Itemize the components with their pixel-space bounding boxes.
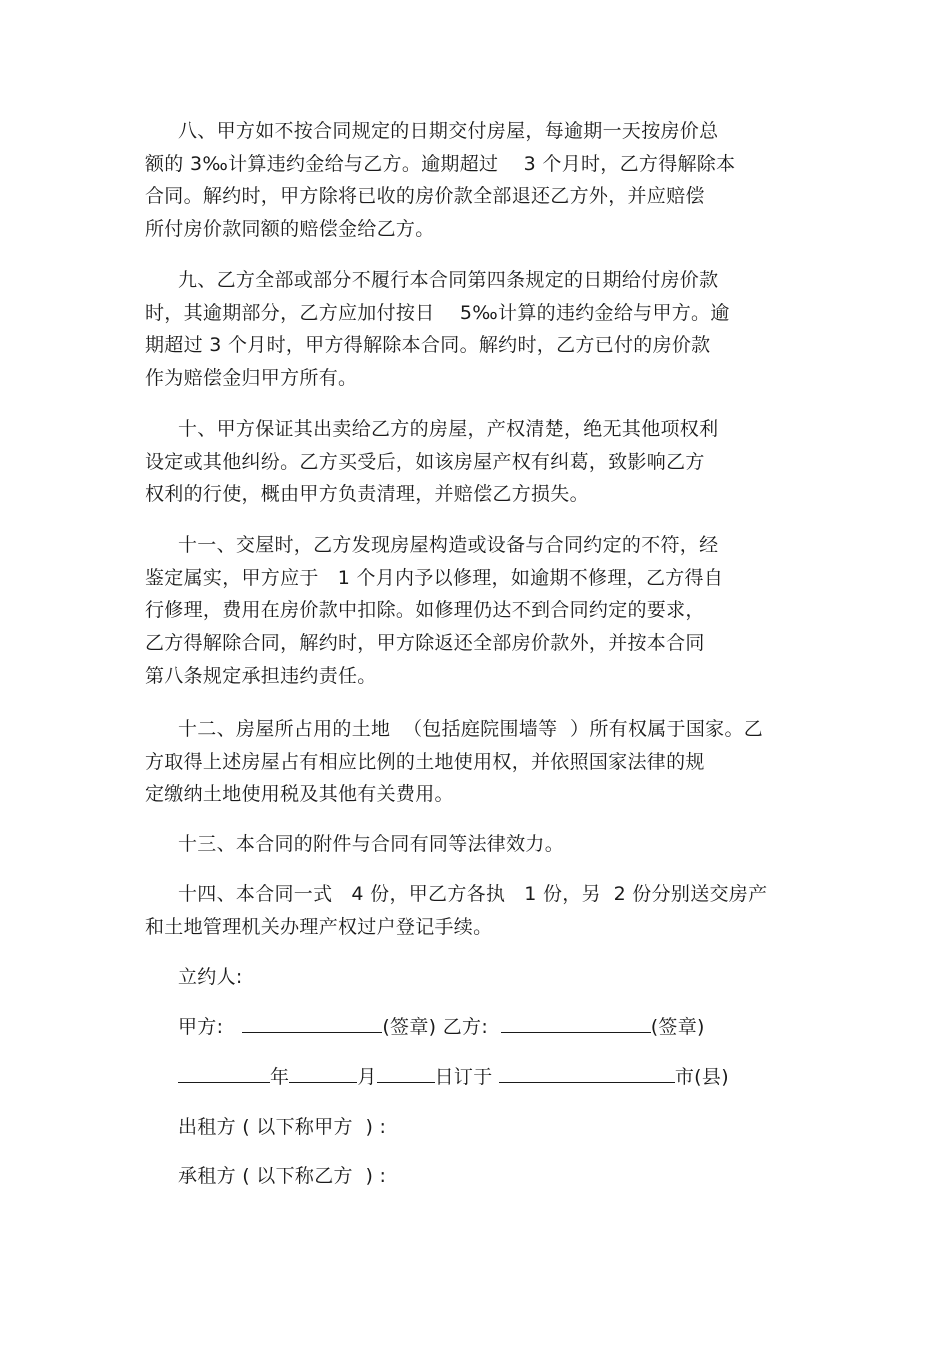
clause-line: 十、甲方保证其出卖给乙方的房屋，产权清楚，绝无其他项权利 <box>178 418 719 440</box>
year-blank <box>178 1062 270 1083</box>
clause-line: 十一、交屋时，乙方发现房屋构造或设备与合同约定的不符，经 <box>178 534 719 556</box>
clause-line: 和土地管理机关办理产权过户登记手续。 <box>145 915 493 938</box>
clause-13 <box>145 828 564 861</box>
clause-14 <box>145 878 767 943</box>
clause-line: 乙方得解除合同，解约时，甲方除返还全部房价款外，并按本合同 <box>145 632 705 655</box>
clause-line: 权利的行使，概由甲方负责清理，并赔偿乙方损失。 <box>145 483 589 506</box>
lessor-label: 出租方 ( 以下称甲方 ) : <box>178 1116 387 1138</box>
party-b-blank <box>501 1012 651 1033</box>
month-label: 月 <box>357 1066 377 1088</box>
clause-9 <box>145 264 730 395</box>
day-blank <box>377 1062 435 1083</box>
city-label: 市(县) <box>674 1066 729 1088</box>
party-b-seal-label: (签章) <box>650 1016 705 1038</box>
clause-line: 十二、房屋所占用的土地 （包括庭院围墙等 ）所有权属于国家。乙 <box>178 718 764 740</box>
parties-label: 立约人: <box>178 966 243 988</box>
clause-line: 定缴纳土地使用税及其他有关费用。 <box>145 783 454 806</box>
clause-12 <box>145 713 763 811</box>
party-b-label: 乙方: <box>442 1016 489 1038</box>
clause-line: 合同。解约时，甲方除将已收的房价款全部退还乙方外，并应赔偿 <box>145 185 705 208</box>
clause-10 <box>145 413 718 511</box>
party-a-seal-label: (签章) <box>382 1016 437 1038</box>
clause-line: 行修理，费用在房价款中扣除。如修理仍达不到合同约定的要求， <box>145 599 705 622</box>
clause-line: 作为赔偿金归甲方所有。 <box>145 367 358 390</box>
clause-line: 鉴定属实，甲方应于 1 个月内予以修理，如逾期不修理，乙方得自 <box>145 566 724 589</box>
clause-line: 额的 3‰计算违约金给与乙方。逾期超过 3 个月时，乙方得解除本 <box>145 152 736 175</box>
date-place-row <box>178 1062 729 1092</box>
clause-line: 十三、本合同的附件与合同有同等法律效力。 <box>178 833 565 855</box>
lessee-label: 承租方 ( 以下称乙方 ) : <box>178 1165 387 1187</box>
clause-line: 八、甲方如不按合同规定的日期交付房屋，每逾期一天按房价总 <box>178 120 719 142</box>
city-blank <box>499 1062 675 1083</box>
clause-line: 时，其逾期部分，乙方应加付按日 5‰计算的违约金给与甲方。逾 <box>145 301 730 324</box>
party-a-label: 甲方: <box>178 1016 224 1038</box>
clause-11 <box>145 529 723 693</box>
day-label: 日订于 <box>434 1066 493 1088</box>
clause-line: 所付房价款同额的赔偿金给乙方。 <box>145 218 435 241</box>
clause-line: 十四、本合同一式 4 份，甲乙方各执 1 份，另 2 份分别送交房产 <box>178 883 768 905</box>
month-blank <box>289 1062 357 1083</box>
clause-8 <box>145 115 735 246</box>
party-signature-row <box>178 1012 705 1042</box>
clause-line: 九、乙方全部或部分不履行本合同第四条规定的日期给付房价款 <box>178 269 719 291</box>
clause-line: 第八条规定承担违约责任。 <box>145 664 377 687</box>
clause-line: 期超过 3 个月时，甲方得解除本合同。解约时，乙方已付的房价款 <box>145 334 711 357</box>
year-label: 年 <box>270 1066 290 1088</box>
party-a-blank <box>242 1012 382 1033</box>
clause-line: 方取得上述房屋占有相应比例的土地使用权，并依照国家法律的规 <box>145 750 705 773</box>
clause-line: 设定或其他纠纷。乙方买受后，如该房屋产权有纠葛，致影响乙方 <box>145 450 705 473</box>
